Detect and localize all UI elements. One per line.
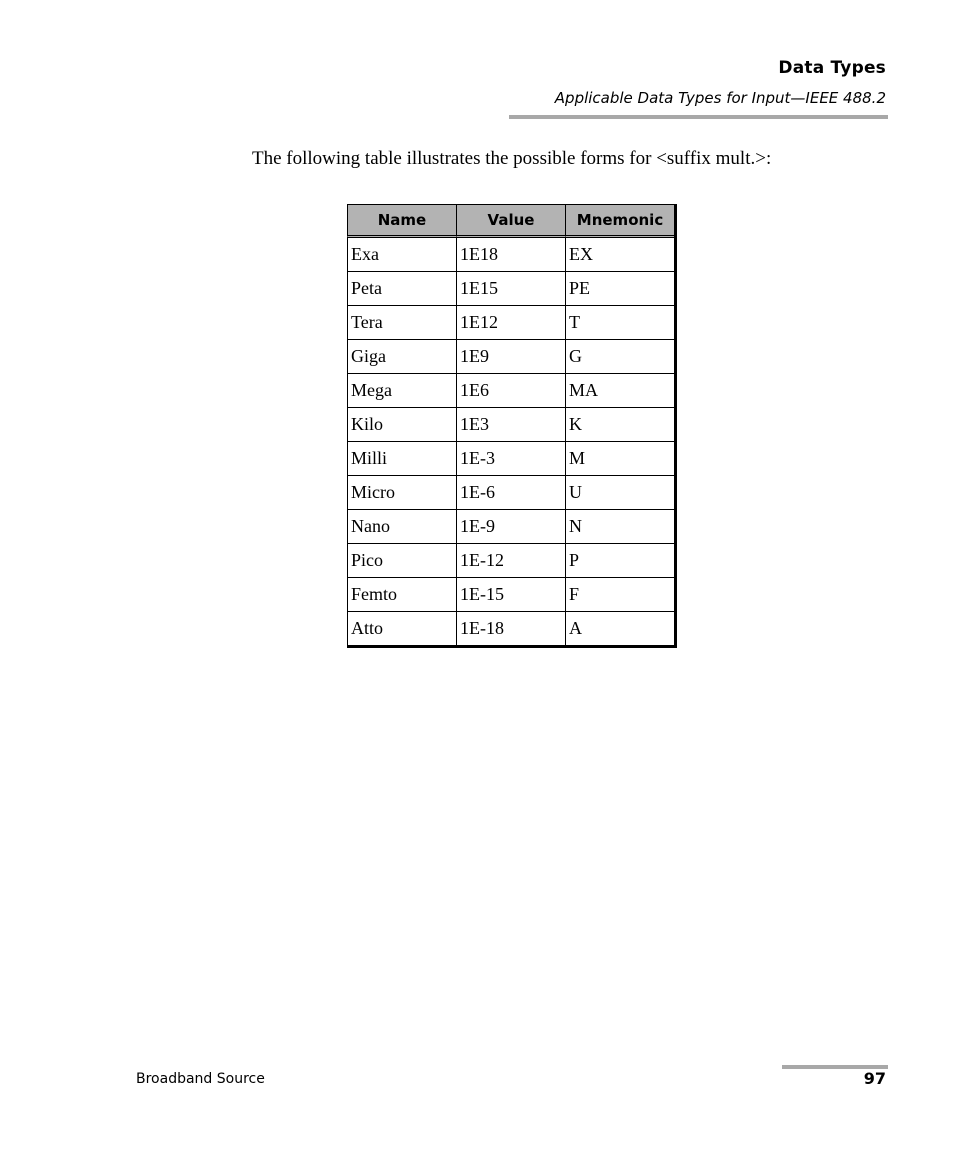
table-row [347,373,674,407]
cell-mnemonic: EX [565,238,674,271]
intro-paragraph: The following table illustrates the possible forms for <suffix mult.>: [252,148,772,169]
header-rule [509,115,888,119]
column-header-name: Name [347,204,456,238]
cell-mnemonic: P [565,543,674,577]
cell-mnemonic: K [565,407,674,441]
cell-value: 1E18 [456,238,565,271]
cell-value: 1E3 [456,407,565,441]
cell-mnemonic: U [565,475,674,509]
table-row [347,509,674,543]
cell-name: Kilo [347,407,456,441]
cell-value: 1E-9 [456,509,565,543]
cell-name: Exa [347,238,456,271]
table-row [347,577,674,611]
cell-value: 1E9 [456,339,565,373]
cell-name: Peta [347,271,456,305]
cell-mnemonic: F [565,577,674,611]
cell-value: 1E-12 [456,543,565,577]
table-row [347,238,674,271]
table-header-row [347,204,674,238]
table-row [347,271,674,305]
cell-name: Milli [347,441,456,475]
column-header-value: Value [456,204,565,238]
page-number: 97 [863,1069,886,1088]
cell-name: Pico [347,543,456,577]
cell-name: Tera [347,305,456,339]
cell-name: Mega [347,373,456,407]
table-row [347,305,674,339]
footer-manual-title: Broadband Source [136,1071,265,1087]
cell-name: Atto [347,611,456,645]
cell-mnemonic: A [565,611,674,645]
cell-name: Nano [347,509,456,543]
cell-mnemonic: MA [565,373,674,407]
cell-mnemonic: G [565,339,674,373]
table-row [347,441,674,475]
suffix-mult-table-container [347,204,677,648]
cell-mnemonic: M [565,441,674,475]
table-row [347,611,674,645]
cell-name: Giga [347,339,456,373]
header-title: Data Types [778,58,886,78]
table-row [347,475,674,509]
cell-mnemonic: T [565,305,674,339]
cell-value: 1E-6 [456,475,565,509]
cell-value: 1E6 [456,373,565,407]
cell-mnemonic: PE [565,271,674,305]
suffix-mult-table [347,204,677,648]
table-row [347,339,674,373]
cell-value: 1E-3 [456,441,565,475]
cell-value: 1E-18 [456,611,565,645]
column-header-mnemonic: Mnemonic [565,204,674,238]
header-subtitle: Applicable Data Types for Input—IEEE 488.2 [554,89,886,107]
cell-value: 1E12 [456,305,565,339]
cell-name: Micro [347,475,456,509]
cell-value: 1E15 [456,271,565,305]
table-row [347,543,674,577]
cell-value: 1E-15 [456,577,565,611]
table-row [347,407,674,441]
cell-name: Femto [347,577,456,611]
cell-mnemonic: N [565,509,674,543]
